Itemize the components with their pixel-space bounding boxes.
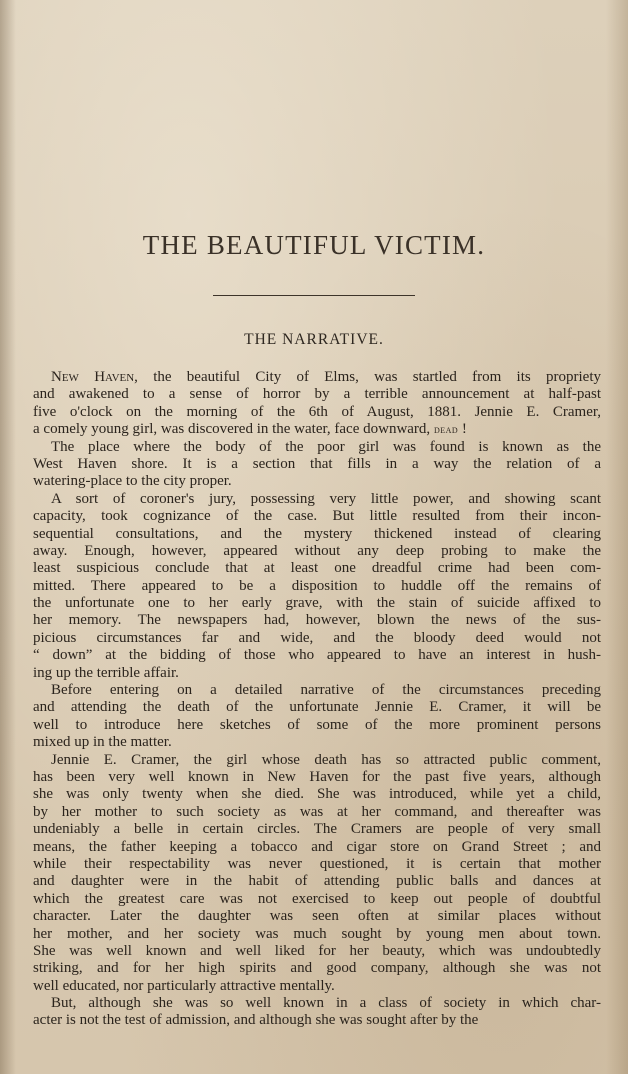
text-line xyxy=(33,543,601,560)
line-text: her memory. The newspapers had, however, blown the news of the sus- xyxy=(33,612,601,629)
line-text: mitted. There appeared to be a disposition to huddle off the remains of xyxy=(33,577,601,594)
line-text: and attending the death of the unfortunate Jennie E. Cramer, it will be xyxy=(33,699,601,716)
line-text: five o'clock on the morning of the 6th of August, 1881. Jennie E. Cramer, xyxy=(33,403,601,420)
line-text: and daughter were in the habit of attending public balls and dances at xyxy=(33,873,601,890)
line-text: character. Later the daughter was seen often at similar places without xyxy=(33,908,601,925)
line-text: mixed up in the matter. xyxy=(33,734,172,751)
text-line xyxy=(33,873,601,890)
text-line xyxy=(33,578,601,595)
line-text: the unfortunate one to her early grave, with the stain of suicide affixed to xyxy=(33,595,601,612)
line-text: A sort of coroner's jury, possessing very little power, and showing scant xyxy=(51,490,601,507)
text-line xyxy=(33,908,601,925)
text-line xyxy=(33,439,601,456)
title-divider xyxy=(213,295,415,296)
text-line xyxy=(33,595,601,612)
text-line xyxy=(33,786,601,803)
line-text: capacity, took cognizance of the case. But little resulted from their incon- xyxy=(33,508,601,525)
line-text: Before entering on a detailed narrative of the circumstances preceding xyxy=(51,682,601,699)
text-line xyxy=(33,386,601,403)
line-text: she was only twenty when she died. She was introduced, while yet a child, xyxy=(33,786,601,803)
line-text: well educated, nor particularly attractive mentally. xyxy=(33,977,335,994)
line-text: well to introduce here sketches of some of the more prominent persons xyxy=(33,716,601,733)
line-text: by her mother to such society as was at her command, and thereafter was xyxy=(33,803,601,820)
text-line xyxy=(33,473,601,490)
text-line xyxy=(33,612,601,629)
page-gutter-shadow xyxy=(0,0,16,1074)
lead-small-caps: New Haven xyxy=(51,369,135,385)
line-text: her mother, and her society was much sought by young men about town. xyxy=(33,925,601,942)
text-line xyxy=(33,978,601,995)
chapter-title: THE BEAUTIFUL VICTIM. xyxy=(142,230,486,260)
line-text: Jennie E. Cramer, the girl whose death has so attracted public comment, xyxy=(51,751,601,768)
line-tail-punct: ! xyxy=(458,421,467,438)
text-line xyxy=(33,699,601,716)
line-text: picious circumstances far and wide, and the bloody deed would not xyxy=(33,629,601,646)
line-text: , the beautiful City of Elms, was startled from its propriety xyxy=(134,369,601,385)
line-text: which the greatest care was not exercised to keep out people of doubtful xyxy=(33,890,601,907)
line-text: acter is not the test of admission, and although she was sought after by the xyxy=(33,1012,479,1029)
line-text: and awakened to a sense of horror by a terrible announcement at half-past xyxy=(33,386,601,403)
text-line xyxy=(33,508,601,525)
text-line xyxy=(33,369,601,386)
line-text: striking, and for her high spirits and good company, although she was not xyxy=(33,960,601,977)
text-line xyxy=(33,560,601,577)
narrative-body xyxy=(33,369,601,1030)
text-line xyxy=(33,682,601,699)
text-line xyxy=(33,647,601,664)
line-text: while their respectability was never questioned, it is certain that mother xyxy=(33,855,601,872)
section-subtitle: THE NARRATIVE. xyxy=(244,331,384,348)
text-line xyxy=(33,804,601,821)
text-line xyxy=(33,404,601,421)
line-text: sequential consultations, and the mystery thickened instead of clearing xyxy=(33,525,601,542)
line-text: West Haven shore. It is a section that fills in a way the relation of a xyxy=(33,455,601,472)
line-text: least suspicious conclude that at least one dreadful crime had been com- xyxy=(33,560,601,577)
text-line xyxy=(33,491,601,508)
text-line xyxy=(33,943,601,960)
line-text: means, the father keeping a tobacco and cigar store on Grand Street ; and xyxy=(33,838,601,855)
text-line xyxy=(33,856,601,873)
line-text: But, although she was so well known in a class of society in which char- xyxy=(51,995,601,1012)
line-text: undeniably a belle in certain circles. The Cramers are people of very small xyxy=(33,821,601,838)
emphasis-small-caps: dead xyxy=(433,424,459,437)
text-line xyxy=(33,1012,601,1029)
line-text: The place where the body of the poor girl was found is known as the xyxy=(51,438,601,455)
line-text: a comely young girl, was discovered in the water, face downward, xyxy=(33,421,431,438)
text-line xyxy=(33,526,601,543)
text-line xyxy=(33,717,601,734)
line-text: has been very well known in New Haven for the past five years, although xyxy=(33,768,601,785)
text-line xyxy=(33,630,601,647)
line-text: watering-place to the city proper. xyxy=(33,473,232,490)
page-edge-shadow xyxy=(606,0,628,1074)
text-line xyxy=(33,665,601,682)
text-line xyxy=(33,456,601,473)
text-line xyxy=(33,926,601,943)
text-line xyxy=(33,421,601,438)
text-line xyxy=(33,839,601,856)
text-line xyxy=(33,752,601,769)
line-text: “ down” at the bidding of those who appeared to have an interest in hush- xyxy=(33,647,601,664)
text-line xyxy=(33,995,601,1012)
text-line xyxy=(33,821,601,838)
text-line xyxy=(33,891,601,908)
text-line xyxy=(33,960,601,977)
line-text: She was well known and well liked for her beauty, which was undoubtedly xyxy=(33,942,601,959)
line-text: ing up the terrible affair. xyxy=(33,664,179,681)
text-line xyxy=(33,734,601,751)
line-text: away. Enough, however, appeared without any deep probing to make the xyxy=(33,542,601,559)
text-line xyxy=(33,769,601,786)
